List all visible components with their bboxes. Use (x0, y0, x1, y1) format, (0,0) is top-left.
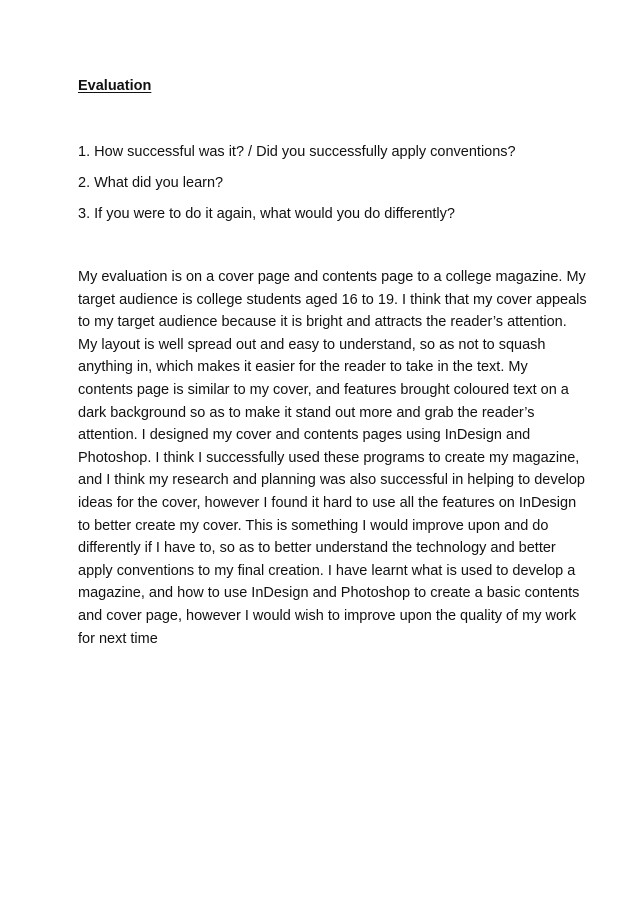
paragraph-line: contents page is similar to my cover, and features brought coloured text on a (78, 381, 569, 398)
question-list (78, 143, 598, 236)
paragraph-line: anything in, which makes it easier for the reader to take in the text. My (78, 359, 528, 376)
paragraph-line: magazine, and how to use InDesign and Photoshop to create a basic contents (78, 585, 580, 602)
question-item: 2. What did you learn? (78, 175, 224, 191)
paragraph-line: My evaluation is on a cover page and contents page to a college magazine. My (78, 269, 586, 285)
paragraph-line: dark background so as to make it stand out more and grab the reader’s (78, 404, 535, 421)
paragraph-line: for next time (78, 630, 158, 647)
paragraph-line: apply conventions to my final creation. I have learnt what is used to develop a (78, 562, 576, 579)
paragraph-line: ideas for the cover, however I found it hard to use all the features on InDesign (78, 494, 577, 511)
paragraph-line: Photoshop. I think I successfully used these programs to create my magazine, (78, 449, 580, 466)
evaluation-paragraph (78, 266, 587, 650)
paragraph-line: and I think my research and planning was also successful in helping to develop (78, 472, 585, 489)
paragraph-line: attention. I designed my cover and contents pages using InDesign and (78, 427, 531, 444)
document-title: Evaluation (78, 78, 152, 94)
question-item: 1. How successful was it? / Did you successfully apply conventions? (78, 144, 516, 160)
paragraph-line: and cover page, however I would wish to improve upon the quality of my work (78, 607, 577, 624)
paragraph-line: differently if I have to, so as to better understand the technology and better (78, 540, 556, 557)
paragraph-line: My layout is well spread out and easy to understand, so as not to squash (78, 336, 546, 353)
paragraph-line: target audience is college students aged 16 to 19. I think that my cover appeals (78, 291, 587, 308)
paragraph-line: to my target audience because it is bright and attracts the reader’s attention. (78, 314, 567, 331)
paragraph-line: to better create my cover. This is something I would improve upon and do (78, 517, 549, 534)
question-item: 3. If you were to do it again, what would you do differently? (78, 206, 455, 222)
